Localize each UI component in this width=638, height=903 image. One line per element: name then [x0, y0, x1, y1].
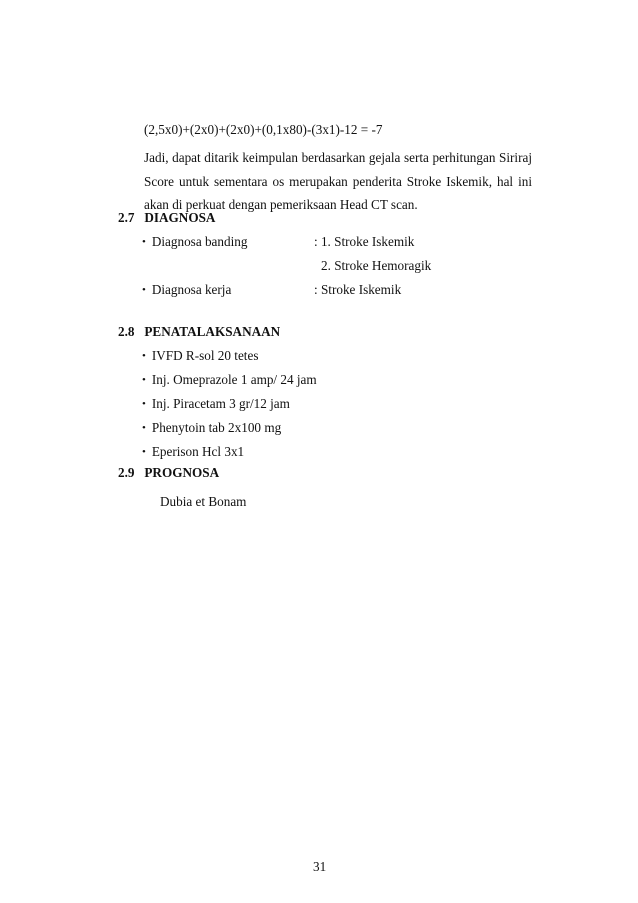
diagnosa-kerja-label: • Diagnosa kerja	[142, 282, 231, 298]
section-number: 2.9	[118, 465, 135, 480]
diagnosa-banding-label: • Diagnosa banding	[142, 234, 247, 250]
section-title: PENATALAKSANAAN	[144, 324, 281, 339]
section-number: 2.8	[118, 324, 135, 339]
treatment-item: • Phenytoin tab 2x100 mg	[142, 420, 281, 436]
page-number: 31	[313, 859, 327, 874]
prognosa-value: Dubia et Bonam	[160, 494, 247, 509]
section-title: DIAGNOSA	[144, 210, 216, 225]
section-heading-penatalaksanaan	[118, 324, 280, 340]
section-number: 2.7	[118, 210, 135, 225]
diagnosa-banding-value-2: 2. Stroke Hemoragik	[321, 258, 432, 273]
section-heading-prognosa	[118, 465, 219, 481]
conclusion-paragraph: Jadi, dapat ditarik keimpulan berdasarkan gejala serta perhitungan Siriraj Score untuk sementara os merupakan penderita Stroke Iskemik, hal ini akan di perkuat dengan pemeriksaan Head CT scan.	[144, 150, 532, 212]
section-title: PROGNOSA	[144, 465, 220, 480]
siriraj-calculation: (2,5x0)+(2x0)+(2x0)+(0,1x80)-(3x1)-12 = -7	[144, 122, 383, 137]
diagnosa-kerja-value: : Stroke Iskemik	[314, 282, 402, 297]
diagnosa-banding-value-1: : 1. Stroke Iskemik	[314, 234, 415, 249]
treatment-item: • Inj. Piracetam 3 gr/12 jam	[142, 396, 290, 412]
treatment-item: • Inj. Omeprazole 1 amp/ 24 jam	[142, 372, 317, 388]
treatment-item: • Eperison Hcl 3x1	[142, 444, 244, 460]
treatment-item: • IVFD R-sol 20 tetes	[142, 348, 258, 364]
section-heading-diagnosa	[118, 210, 215, 226]
